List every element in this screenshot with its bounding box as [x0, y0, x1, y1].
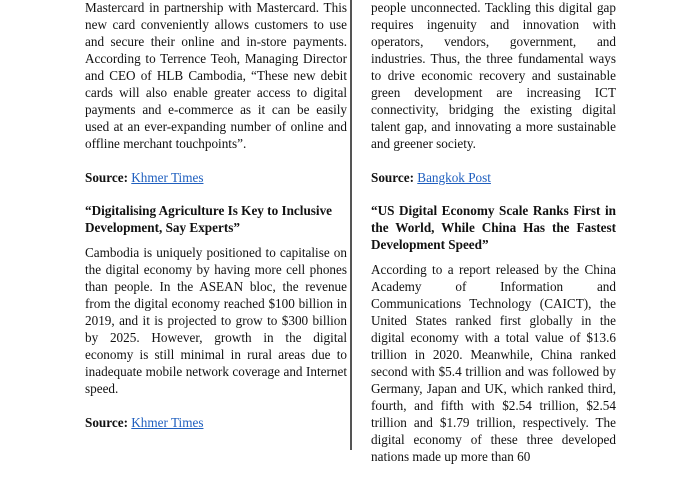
source-label: Source: — [85, 415, 128, 430]
article-paragraph: According to a report released by the China Academy of Information and Communications Technology (CAICT), the United States ranked first globally in the digital economy with a total value of $13.6 trillion in 2020. Meanwhile, China ranked second with $5.4 trillion and was followed by Germany, Japan and UK, which ranked third, fourth, and fifth with $2.54 trillion, $2.54 trillion and $1.79 trillion, respectively. The digital economy of these three developed nations made up more than 60 — [371, 262, 616, 464]
source-link-bangkok-post[interactable]: Bangkok Post — [417, 170, 491, 185]
source-line — [85, 414, 347, 431]
source-label: Source: — [85, 170, 128, 185]
article-headline: “Digitalising Agriculture Is Key to Inclusive Development, Say Experts” — [85, 203, 333, 235]
article-paragraph: people unconnected. Tackling this digital gap requires ingenuity and innovation with operators, vendors, government, and industries. Thus, the three fundamental ways to drive economic recovery and sustainable green development are increasing ICT connectivity, bridging the existing digital talent gap, and innovating a more sustainable and greener society. — [371, 0, 616, 151]
source-link-khmer-times[interactable]: Khmer Times — [131, 415, 204, 430]
article-paragraph: Cambodia is uniquely positioned to capitalise on the digital economy by having more cell phones than people. In the ASEAN bloc, the revenue from the digital economy reached $100 billion in 2019, and it is projected to grow to $300 billion by 2025. However, growth in the digital economy is still minimal in rural areas due to inadequate mobile network coverage and Internet speed. — [85, 245, 347, 396]
article-headline: “US Digital Economy Scale Ranks First in the World, While China Has the Fastest Development Speed” — [371, 203, 616, 252]
column-divider — [350, 0, 352, 450]
source-link-khmer-times[interactable]: Khmer Times — [131, 170, 204, 185]
right-column — [371, 0, 616, 482]
source-line — [85, 169, 347, 186]
source-line — [371, 169, 616, 186]
left-column — [85, 0, 347, 447]
source-label: Source: — [371, 170, 414, 185]
article-paragraph: Mastercard in partnership with Mastercard. This new card conveniently allows customers to use and secure their online and in-store payments. According to Terrence Teoh, Managing Director and CEO of HLB Cambodia, “These new debit cards will also enable greater access to digital payments and e-commerce as it can be easily used at an ever-expanding number of online and offline merchant touchpoints”. — [85, 0, 347, 151]
